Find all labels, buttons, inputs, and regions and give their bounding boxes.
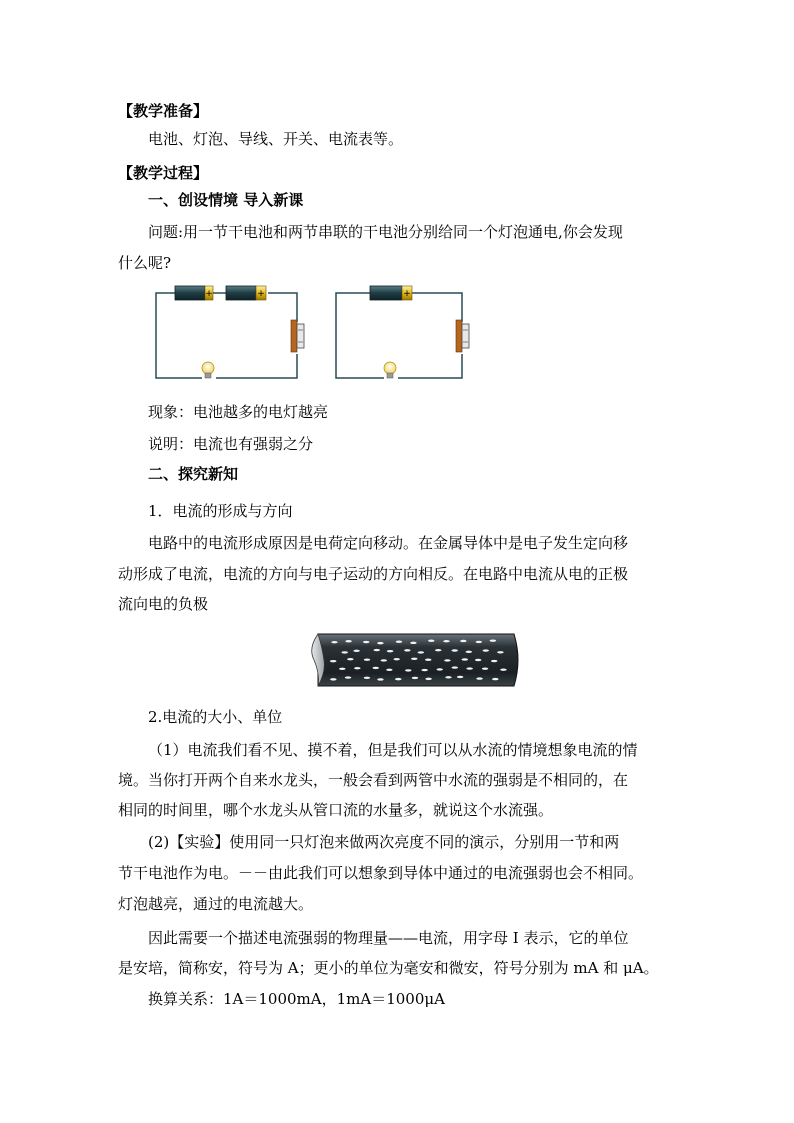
prep-heading: 【教学准备】: [118, 102, 209, 120]
electron-dot: [425, 659, 431, 661]
electron-dot: [483, 649, 489, 651]
electron-dot: [466, 667, 472, 669]
sub2-point1-line3: 相同的时间里，哪个水龙头从管口流的水量多，就说这个水流强。: [118, 801, 554, 819]
electron-dot: [393, 658, 399, 660]
electron-dot: [363, 641, 369, 643]
electron-dot: [377, 678, 383, 680]
electron-dot: [482, 667, 488, 669]
switch-icon: [291, 320, 304, 352]
electron-dot: [476, 677, 482, 679]
electron-dot: [462, 658, 468, 660]
electron-dot: [330, 678, 336, 680]
sub2-point3-line2: 是安培，简称安，符号为 A；更小的单位为毫安和微安，符号分别为 mA 和 μA。: [118, 959, 659, 977]
electron-dot: [339, 668, 345, 670]
question-line2: 什么呢?: [118, 254, 172, 272]
sub1-paragraph-line3: 流向电的负极: [118, 595, 209, 613]
question-line1: 问题:用一节干电池和两节串联的干电池分别给同一个灯泡通电,你会发现: [148, 223, 623, 241]
sub1-heading: 1．电流的形成与方向: [148, 502, 293, 520]
electron-dot: [331, 641, 337, 643]
battery-icon: [175, 286, 213, 300]
electron-dot: [404, 649, 410, 651]
part2-heading: 二、探究新知: [148, 465, 239, 483]
electron-dot: [435, 649, 441, 651]
electron-dot: [345, 640, 351, 642]
electron-dot: [395, 678, 401, 680]
process-heading: 【教学过程】: [118, 164, 209, 182]
electron-dot: [341, 651, 347, 653]
sub2-point2-line1: (2)【实验】使用同一只灯泡来做两次亮度不同的演示，分别用一节和两: [148, 833, 620, 851]
electron-dot: [373, 667, 379, 669]
electron-dot: [381, 659, 387, 661]
switch-icon: [456, 320, 469, 352]
battery-icon: [370, 286, 412, 300]
electron-dot: [425, 678, 431, 680]
sub1-paragraph-line1: 电路中的电流形成原因是电荷定向移动。在金属导体中是电子发生定向移: [148, 534, 629, 552]
electron-dot: [364, 677, 370, 679]
electron-dot: [457, 676, 463, 678]
electron-dot: [354, 667, 360, 669]
prep-body: 电池、灯泡、导线、开关、电流表等。: [148, 130, 404, 148]
electron-dot: [345, 676, 351, 678]
electron-dot: [428, 640, 434, 642]
electron-dot: [412, 677, 418, 679]
electron-dot: [330, 660, 336, 662]
sub1-paragraph-line2: 动形成了电流，电流的方向与电子运动的方向相反。在电路中电流从电的正极: [118, 565, 629, 583]
electron-dot: [364, 659, 370, 661]
bulb-icon: [202, 362, 214, 378]
electron-dot: [410, 642, 416, 644]
electron-dot: [353, 650, 359, 652]
electron-dot: [476, 641, 482, 643]
conductor-electrons-illustration: [306, 630, 524, 690]
phenomenon: 现象：电池越多的电灯越亮: [148, 403, 329, 421]
electron-dot: [437, 668, 443, 670]
electron-dot: [475, 659, 481, 661]
battery-plus-label: +: [257, 289, 265, 299]
sub2-point1-line2: 境。当你打开两个自来水龙头，一般会看到两管中水流的强弱是不相同的，在: [118, 771, 629, 789]
battery-plus-label: +: [205, 289, 213, 299]
electron-dot: [492, 678, 498, 680]
electron-dot: [460, 640, 466, 642]
electron-dot: [387, 650, 393, 652]
electron-dot: [500, 669, 506, 671]
electron-dot: [443, 640, 449, 642]
circuit-left: [156, 286, 304, 378]
sub2-point1-line1: （1）电流我们看不见、摸不着，但是我们可以从水流的情境想象电流的情: [148, 741, 638, 759]
electron-dot: [421, 669, 427, 671]
electron-dot: [374, 649, 380, 651]
electron-dot: [445, 676, 451, 678]
electron-dot: [466, 651, 472, 653]
circuit-right: [336, 286, 469, 378]
electron-dot: [405, 669, 411, 671]
electron-dot: [386, 669, 392, 671]
electron-dot: [452, 649, 458, 651]
explanation: 说明：电流也有强弱之分: [148, 435, 314, 453]
battery-icon: [226, 286, 266, 300]
conversion-relation: 换算关系：1A＝1000mA，1mA＝1000μA: [148, 990, 445, 1008]
electron-dot: [444, 659, 450, 661]
electron-dot: [377, 642, 383, 644]
sub2-point3-line1: 因此需要一个描述电流强弱的物理量——电流，用字母 I 表示，它的单位: [148, 929, 629, 947]
bulb-icon: [384, 362, 396, 378]
electron-dot: [497, 651, 503, 653]
electron-dot: [491, 660, 497, 662]
part1-heading: 一、创设情境 导入新课: [148, 191, 304, 209]
sub2-point2-line3: 灯泡越亮，通过的电流越大。: [118, 895, 314, 913]
electron-dot: [396, 641, 402, 643]
electron-dot: [418, 651, 424, 653]
electron-dot: [452, 666, 458, 668]
sub2-point2-line2: 节干电池作为电。－－由此我们可以想象到导体中通过的电流强弱也会不相同。: [118, 864, 644, 882]
sub2-heading: 2.电流的大小、单位: [148, 708, 283, 726]
electron-dot: [490, 639, 496, 641]
circuit-diagrams: [150, 282, 480, 388]
battery-plus-label: +: [403, 289, 411, 299]
electron-dot: [347, 658, 353, 660]
electron-dot: [411, 658, 417, 660]
